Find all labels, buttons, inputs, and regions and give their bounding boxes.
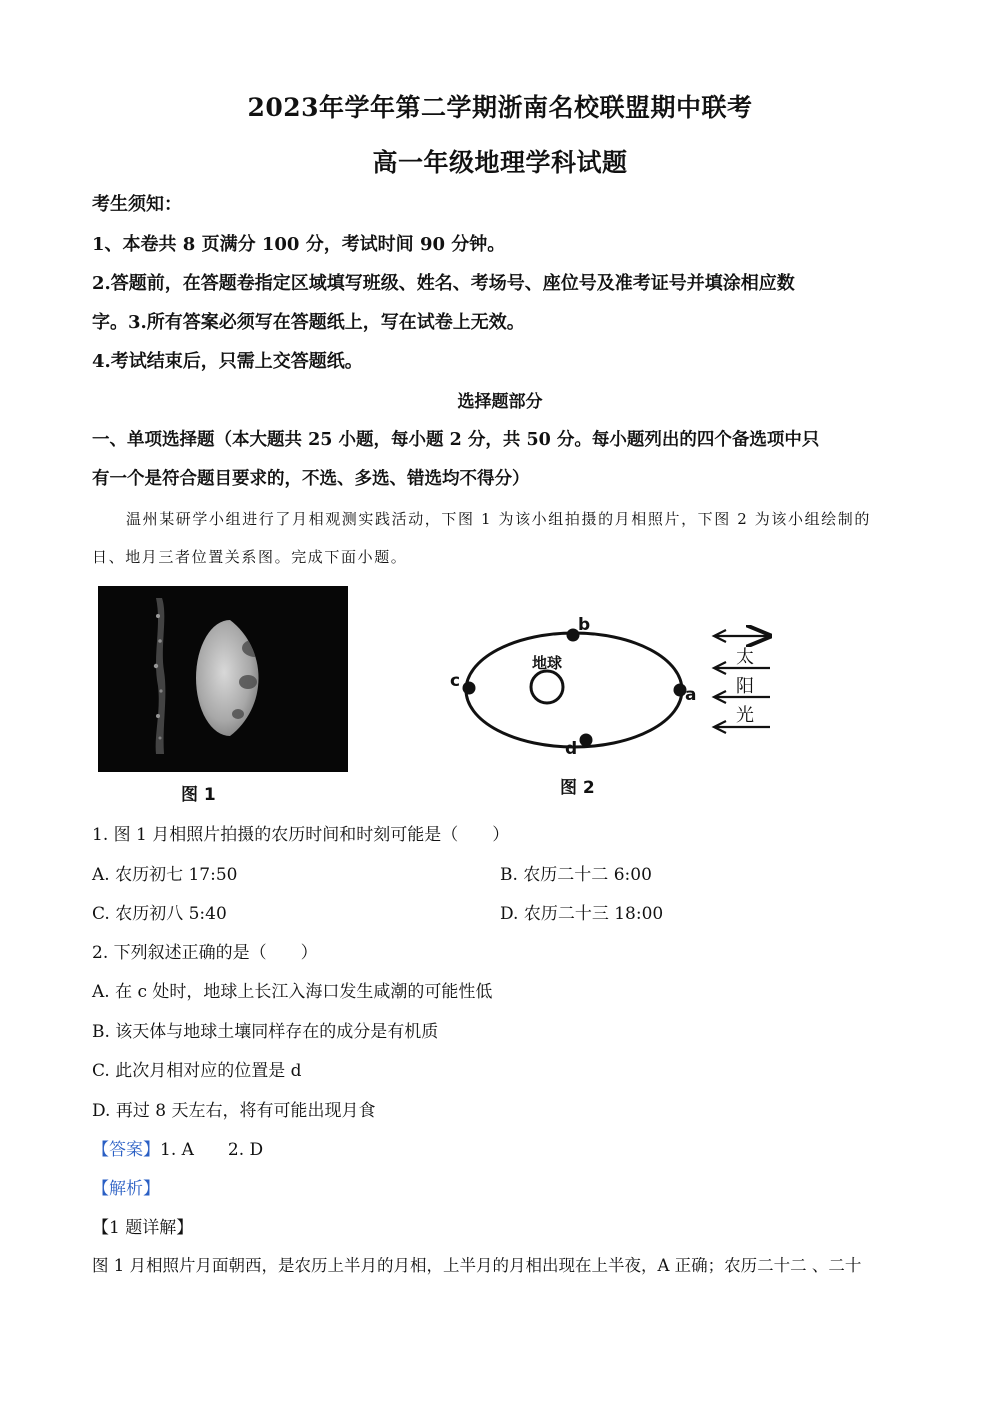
point-d-label: d (565, 739, 578, 759)
question-1-option-a: A. 农历初七 17:50 (92, 865, 238, 885)
point-b-label: b (578, 615, 591, 635)
point-a-label: a (685, 685, 697, 705)
exam-title: 2023年学年第二学期浙南名校联盟期中联考 (247, 93, 753, 122)
analysis-tag: 【解析】 (92, 1179, 160, 1199)
orbit-diagram (440, 608, 790, 772)
figure-2-caption: 图 2 (560, 778, 595, 798)
sunlight-char-3: 光 (736, 705, 754, 726)
point-d-marker (580, 734, 593, 747)
question-2-stem: 2. 下列叙述正确的是（ ） (92, 943, 318, 963)
notice-item-1: 1、本卷共 8 页满分 100 分，考试时间 90 分钟。 (92, 234, 506, 255)
sunlight-char-1: 太 (736, 647, 754, 668)
question-2-option-c: C. 此次月相对应的位置是 d (92, 1061, 302, 1081)
analysis-detail-tag: 【1 题详解】 (92, 1218, 194, 1238)
notice-item-2-cont: 字。3.所有答案必须写在答题纸上，写在试卷上无效。 (92, 312, 525, 333)
figure-1-caption: 图 1 (181, 785, 216, 805)
intro-line-1: 温州某研学小组进行了月相观测实践活动，下图 1 为该小组拍摄的月相照片，下图 2 为该小组绘制的 (126, 510, 871, 528)
point-c-marker (463, 682, 476, 695)
section-heading-line-2: 有一个是符合题目要求的，不选、多选、错选均不得分） (92, 469, 530, 489)
notice-heading: 考生须知： (92, 194, 182, 215)
question-1-option-c: C. 农历初八 5:40 (92, 904, 227, 924)
analysis-text: 图 1 月相照片月面朝西，是农历上半月的月相，上半月的月相出现在上半夜，A 正确；农历二十二 、二十 (92, 1256, 862, 1275)
answer-tag: 【答案】 (92, 1140, 160, 1160)
orbit-diagram-graphic (440, 608, 790, 768)
question-1-option-d: D. 农历二十三 18:00 (500, 904, 664, 924)
section-title: 选择题部分 (457, 392, 543, 412)
moon-photo-graphic (98, 586, 348, 772)
earth-label: 地球 (531, 654, 563, 672)
point-c-label: c (450, 671, 461, 691)
sunlight-char-2: 阳 (736, 676, 754, 697)
answer-line (92, 1135, 263, 1160)
notice-item-4: 4.考试结束后，只需上交答题纸。 (92, 351, 363, 372)
exam-subtitle: 高一年级地理学科试题 (372, 148, 628, 177)
answer-text: 1. A 2. D (160, 1140, 264, 1160)
question-2-option-b: B. 该天体与地球土壤同样存在的成分是有机质 (92, 1022, 439, 1042)
intro-line-2: 日、地月三者位置关系图。完成下面小题。 (92, 548, 408, 566)
question-2-option-a: A. 在 c 处时，地球上长江入海口发生咸潮的可能性低 (92, 982, 493, 1002)
earth-circle (531, 671, 563, 703)
moon-photo (98, 586, 348, 772)
moon-orbit (466, 633, 682, 747)
section-heading-line-1: 一、单项选择题（本大题共 25 小题，每小题 2 分，共 50 分。每小题列出的四个备选项中只 (92, 430, 820, 450)
question-2-option-d: D. 再过 8 天左右，将有可能出现月食 (92, 1101, 376, 1121)
question-1-stem: 1. 图 1 月相照片拍摄的农历时间和时刻可能是（ ） (92, 825, 510, 845)
notice-item-2: 2.答题前，在答题卷指定区域填写班级、姓名、考场号、座位号及准考证号并填涂相应数 (92, 273, 795, 294)
question-1-option-b: B. 农历二十二 6:00 (500, 865, 652, 885)
